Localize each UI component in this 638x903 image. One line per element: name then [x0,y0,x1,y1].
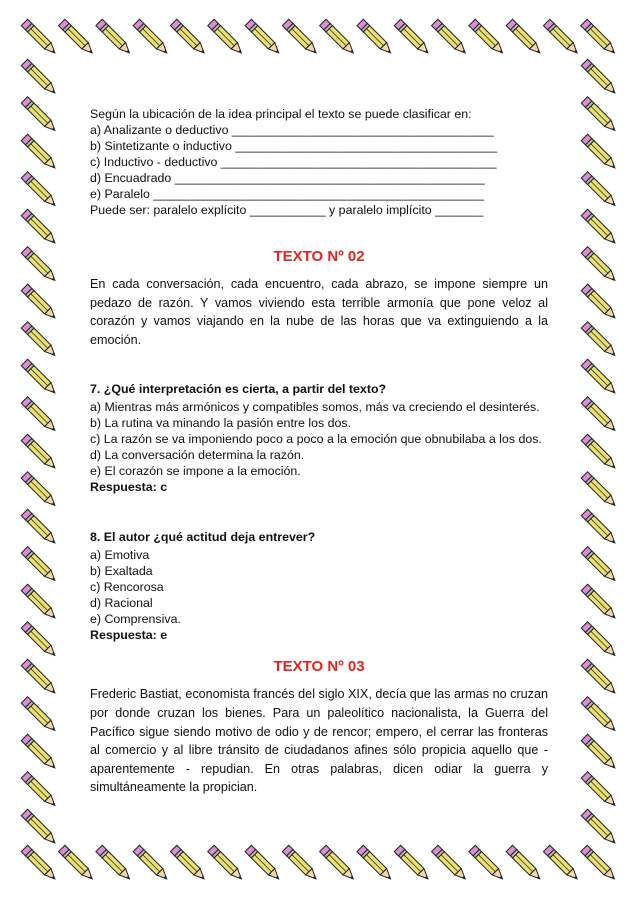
q7-option: e) El corazón se impone a la emoción. [90,464,301,479]
q8-option: b) Exaltada [90,564,153,579]
intro-option: a) Analizante o deductivo ______________________________________ [90,123,494,137]
pencil-icon [357,845,394,882]
intro-option: b) Sintetizante o inductivo ______________________________________ [90,139,498,153]
intro-option: e) Paralelo ________________________________________________ [90,187,485,201]
pencil-icon [21,434,58,471]
q8-option: a) Emotiva [90,548,150,563]
pencil-icon [21,322,58,359]
texto2-paragraph: En cada conversación, cada encuentro, cada abrazo, se impone siempre un pedazo de razón. Y vamos viviendo esta terrible armonía que pone veloz al corazón y vamos viajando en la nube de las horas que va extinguiendo a la emoción. [90,277,548,347]
pencil-icon [208,19,245,56]
pencil-icon [21,509,58,546]
pencil-icon [21,697,58,734]
pencil-icon [357,19,394,56]
pencil-icon [59,845,96,882]
pencil-icon [581,659,618,696]
pencil-icon [581,359,618,396]
pencil-icon [581,509,618,546]
q7-option: a) Mientras más armónicos y compatibles somos, más va creciendo el desinterés. [90,400,540,415]
pencil-border-top [21,19,617,56]
pencil-icon [320,19,357,56]
pencil-icon [581,434,618,471]
intro-option: Puede ser: paralelo explícito ___________ y paralelo implícito _______ [90,203,484,217]
pencil-icon [581,19,618,56]
pencil-icon [506,845,543,882]
pencil-icon [506,19,543,56]
pencil-icon [581,247,618,284]
pencil-icon [581,845,618,882]
pencil-icon [432,845,469,882]
pencil-icon [581,547,618,584]
pencil-icon [21,547,58,584]
q8-answer: Respuesta: e [90,628,168,643]
pencil-icon [581,284,618,321]
pencil-icon [282,845,319,882]
q8-option: e) Comprensiva. [90,612,181,627]
q8-option: d) Racional [90,596,153,611]
q7-option: d) La conversación determina la razón. [90,448,305,463]
pencil-icon [543,19,580,56]
pencil-icon [21,247,58,284]
pencil-icon [581,322,618,359]
pencil-icon [581,622,618,659]
pencil-icon [21,19,58,56]
q7-option: b) La rutina va minando la pasión entre los dos. [90,416,352,431]
pencil-icon [432,19,469,56]
pencil-icon [581,697,618,734]
pencil-icon [21,584,58,621]
pencil-icon [581,584,618,621]
pencil-icon [208,845,245,882]
pencil-icon [133,19,170,56]
pencil-icon [170,845,207,882]
pencil-icon [581,209,618,246]
pencil-icon [543,845,580,882]
pencil-icon [581,772,618,809]
pencil-icon [320,845,357,882]
pencil-icon [282,19,319,56]
pencil-icon [469,19,506,56]
pencil-icon [581,172,618,209]
pencil-icon [170,19,207,56]
pencil-icon [581,397,618,434]
q7-option: c) La razón se va imponiendo poco a poco a la emoción que obnubilaba a los dos. [90,432,542,447]
pencil-icon [21,59,58,96]
q8-question: 8. El autor ¿qué actitud deja entrever? [90,530,316,545]
pencil-icon [581,97,618,134]
pencil-icon [21,397,58,434]
document-body [90,106,548,797]
pencil-icon [96,19,133,56]
pencil-icon [21,209,58,246]
intro-option: c) Inductivo - deductivo ________________________________________ [90,155,497,169]
q8-option: c) Rencorosa [90,580,164,595]
q7-question: 7. ¿Qué interpretación es cierta, a partir del texto? [90,382,387,397]
pencil-icon [133,845,170,882]
pencil-icon [59,19,96,56]
pencil-icon [21,284,58,321]
pencil-icon [96,845,133,882]
pencil-icon [581,734,618,771]
pencil-icon [21,772,58,809]
pencil-icon [21,172,58,209]
texto3-paragraph: Frederic Bastiat, economista francés del siglo XIX, decía que las armas no cruzan por donde cruzan los bienes. Para un paleolítico nacionalista, la Guerra del Pacífico sigue siendo motivo de odio y de rencor; empero, el cerrar las fronteras al comercio y al libre tránsito de ciudadanos afines sólo propicia aquello que -aparentemente - repudian. En otras palabras, dicen odiar la guerra y simultáneamente la propician. [90,687,548,795]
pencil-icon [21,809,58,846]
pencil-icon [21,359,58,396]
pencil-border-right [581,59,618,846]
intro-lead: Según la ubicación de la idea principal el texto se puede clasificar en: [90,107,472,121]
pencil-icon [21,134,58,171]
pencil-icon [394,845,431,882]
pencil-icon [581,472,618,509]
intro-option: d) Encuadrado _____________________________________________ [90,171,485,185]
pencil-icon [21,97,58,134]
pencil-icon [581,809,618,846]
pencil-icon [245,845,282,882]
pencil-icon [21,622,58,659]
pencil-border-left [21,59,58,846]
pencil-icon [21,659,58,696]
texto2-heading: TEXTO Nº 02 [273,248,365,265]
pencil-icon [21,734,58,771]
pencil-icon [581,134,618,171]
pencil-icon [581,59,618,96]
pencil-icon [394,19,431,56]
pencil-icon [21,472,58,509]
q7-answer: Respuesta: c [90,480,168,495]
texto3-heading: TEXTO Nº 03 [273,658,365,676]
pencil-border-bottom [21,845,617,882]
pencil-icon [469,845,506,882]
pencil-icon [21,845,58,882]
pencil-icon [245,19,282,56]
